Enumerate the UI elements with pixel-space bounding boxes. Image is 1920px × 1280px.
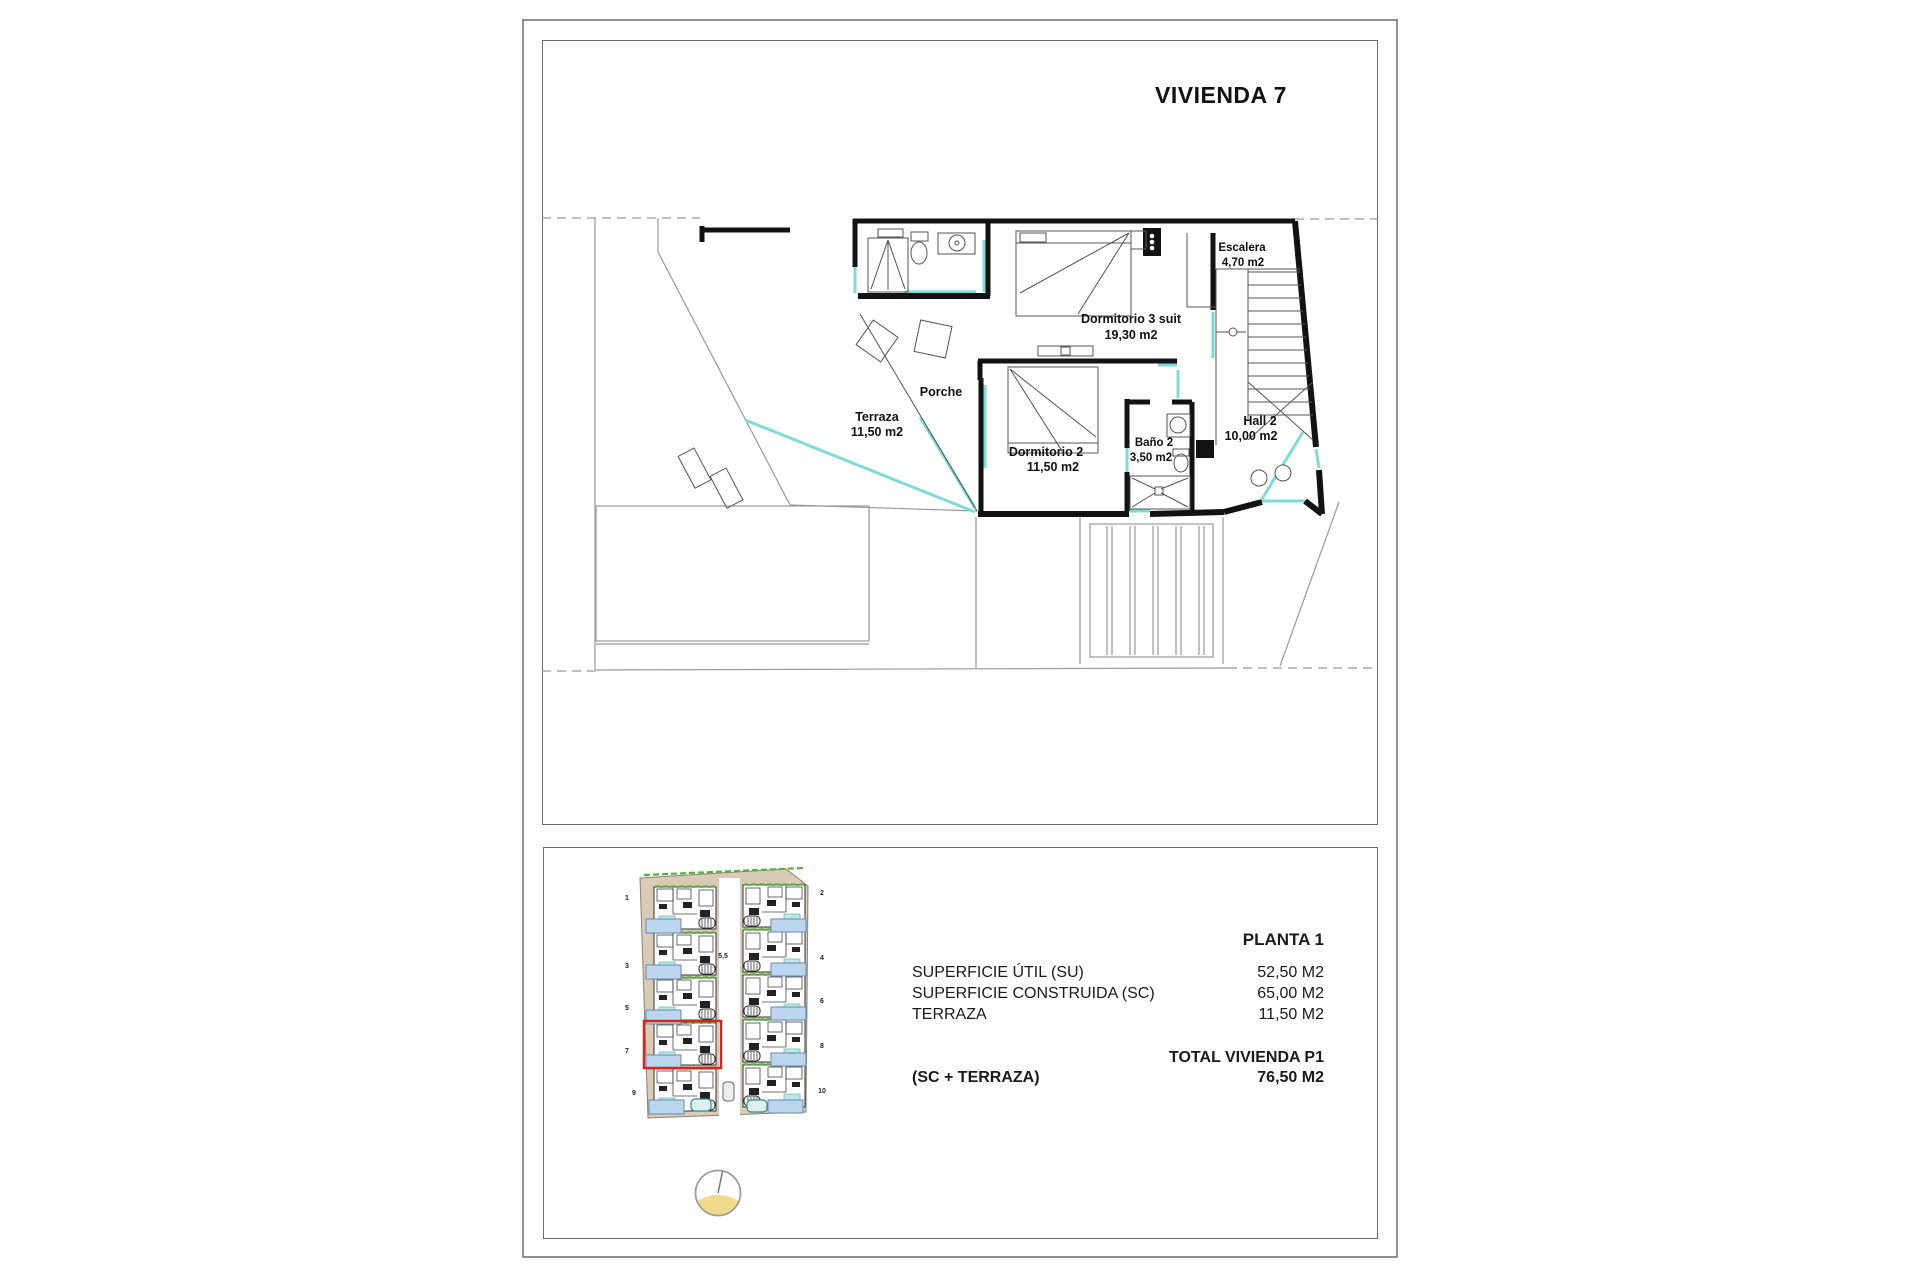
central-road — [719, 878, 740, 1116]
svg-text:2: 2 — [820, 890, 824, 897]
room-label-porche: Porche — [919, 385, 963, 399]
svg-text:3: 3 — [625, 963, 629, 970]
compass-icon — [692, 1167, 744, 1219]
summary-row-value: 11,50 M2 — [1258, 1006, 1324, 1023]
closet-block — [1196, 440, 1214, 458]
svg-text:9: 9 — [632, 1090, 636, 1097]
svg-text:10: 10 — [818, 1088, 826, 1095]
svg-text:7: 7 — [625, 1048, 629, 1055]
room-area-terraza: 11,50 m2 — [850, 425, 904, 439]
deck-slats — [1080, 517, 1223, 664]
room-area-dormitorio-2: 11,50 m2 — [1026, 460, 1080, 474]
page-title: VIVIENDA 7 — [1155, 82, 1287, 108]
svg-text:8: 8 — [820, 1043, 824, 1050]
summary-row-label: TERRAZA — [912, 1006, 987, 1023]
room-area-bano-2: 3,50 m2 — [1129, 452, 1173, 464]
summary-row-label: SUPERFICIE CONSTRUIDA (SC) — [912, 985, 1155, 1002]
summary-row — [912, 985, 1324, 1005]
svg-text:5: 5 — [625, 1005, 629, 1012]
room-label-terraza: Terraza — [855, 410, 899, 424]
room-area-escalera: 4,70 m2 — [1221, 257, 1265, 269]
summary-total-label: TOTAL VIVIENDA P1 — [1169, 1049, 1324, 1066]
summary-row-value: 65,00 M2 — [1257, 985, 1324, 1002]
summary-header: PLANTA 1 — [1242, 930, 1324, 949]
summary-row — [912, 964, 1324, 984]
room-label-escalera: Escalera — [1218, 242, 1266, 254]
svg-text:1: 1 — [625, 895, 629, 902]
summary-row — [912, 1006, 1324, 1026]
room-area-dormitorio-3: 19,30 m2 — [1104, 328, 1158, 342]
room-label-dormitorio-2: Dormitorio 2 — [1008, 445, 1084, 459]
summary-total-row — [912, 1069, 1324, 1087]
site-units-right — [743, 885, 805, 1108]
summary-total-value: 76,50 M2 — [1257, 1069, 1324, 1086]
room-label-bano-2: Baño 2 — [1134, 437, 1174, 449]
plot-boundary-lines — [542, 218, 1378, 671]
summary-total-sublabel: (SC + TERRAZA) — [912, 1069, 1040, 1086]
summary-row-value: 52,50 M2 — [1257, 964, 1324, 981]
road-level-label: 5,5 — [718, 953, 728, 960]
floor-plan-drawing — [542, 40, 1378, 825]
summary-row-label: SUPERFICIE ÚTIL (SU) — [912, 964, 1084, 981]
site-plan-map — [612, 860, 832, 1126]
svg-text:4: 4 — [820, 955, 824, 962]
room-area-hall-2: 10,00 m2 — [1224, 429, 1278, 443]
svg-text:6: 6 — [820, 998, 824, 1005]
room-label-dormitorio-3: Dormitorio 3 suit — [1080, 312, 1182, 326]
room-label-hall-2: Hall 2 — [1243, 414, 1277, 428]
